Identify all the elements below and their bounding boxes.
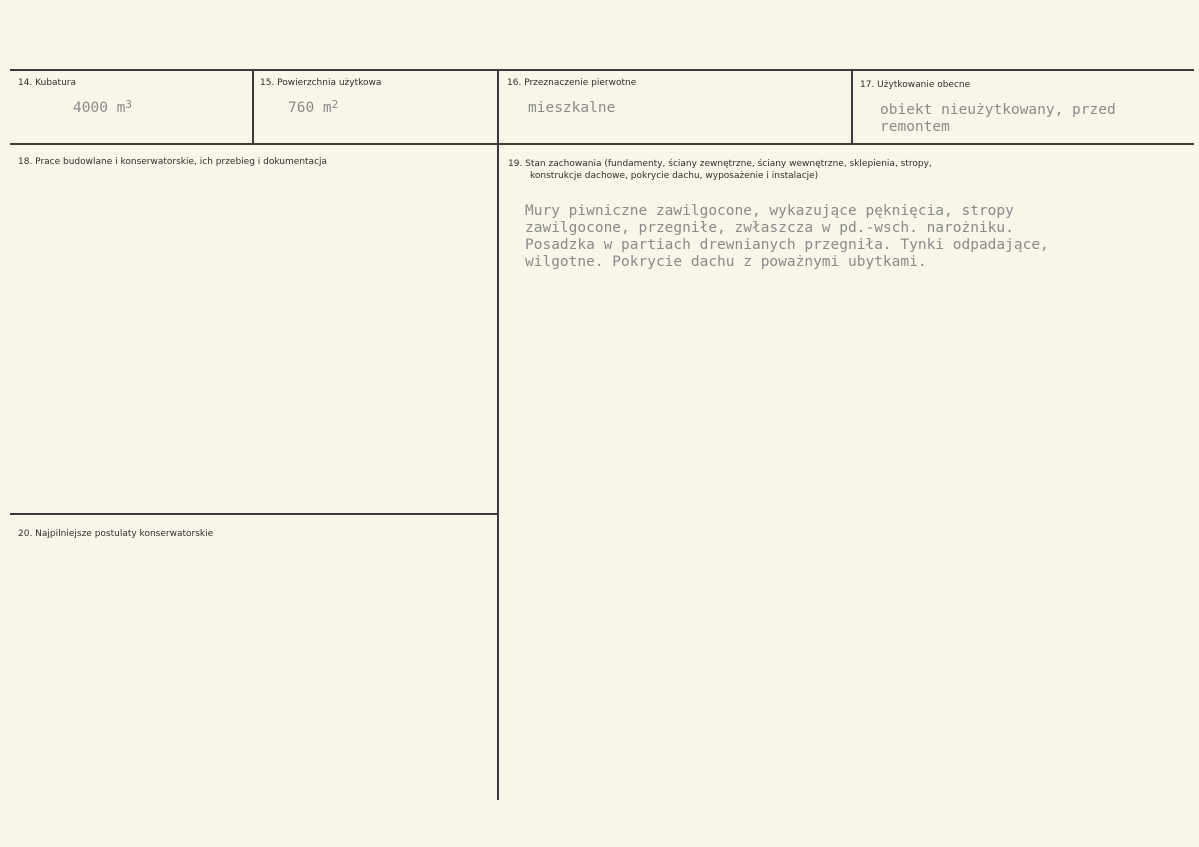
divider-14-15: [252, 70, 254, 143]
przeznaczenie-label: 16. Przeznaczenie pierwotne: [507, 78, 637, 88]
powierzchnia-value: 760 $m^2$: [288, 98, 339, 116]
stan-zachowania-value-line1: Mury piwniczne zawilgocone, wykazujące pęknięcia, stropy: [525, 203, 1014, 219]
divider-main: [497, 70, 499, 800]
stan-zachowania-label-line2: konstrukcje dachowe, pokrycie dachu, wyposażenie i instalacje): [530, 171, 819, 181]
przeznaczenie-value: mieszkalne: [528, 100, 616, 116]
kubatura-value: 4000 $m^3$: [73, 98, 133, 116]
top-rule: [10, 69, 1194, 71]
uzytkowanie-value-line1: obiekt nieużytkowany, przed: [880, 102, 1116, 118]
stan-zachowania-label-line1: 19. Stan zachowania (fundamenty, ściany zewnętrzne, ściany wewnętrzne, sklepienia, stropy,: [508, 159, 932, 169]
stan-zachowania-value-line2: zawilgocone, przegniłe, zwłaszcza w pd.-wsch. narożniku.: [525, 220, 1014, 236]
row1-bottom-rule: [10, 143, 1194, 145]
uzytkowanie-value-line2: remontem: [880, 119, 950, 135]
stan-zachowania-value-line3: Posadzka w partiach drewnianych przegniła. Tynki odpadające,: [525, 237, 1049, 253]
powierzchnia-label: 15. Powierzchnia użytkowa: [260, 78, 382, 88]
kubatura-label: 14. Kubatura: [18, 78, 77, 88]
uzytkowanie-label: 17. Użytkowanie obecne: [860, 80, 971, 90]
stan-zachowania-value-line4: wilgotne. Pokrycie dachu z poważnymi ubytkami.: [525, 254, 927, 270]
postulaty-label: 20. Najpilniejsze postulaty konserwatorskie: [18, 529, 214, 539]
divider-16-17: [851, 70, 853, 143]
prace-budowlane-label: 18. Prace budowlane i konserwatorskie, ich przebieg i dokumentacja: [18, 157, 328, 167]
section18-bottom-rule: [10, 513, 498, 515]
